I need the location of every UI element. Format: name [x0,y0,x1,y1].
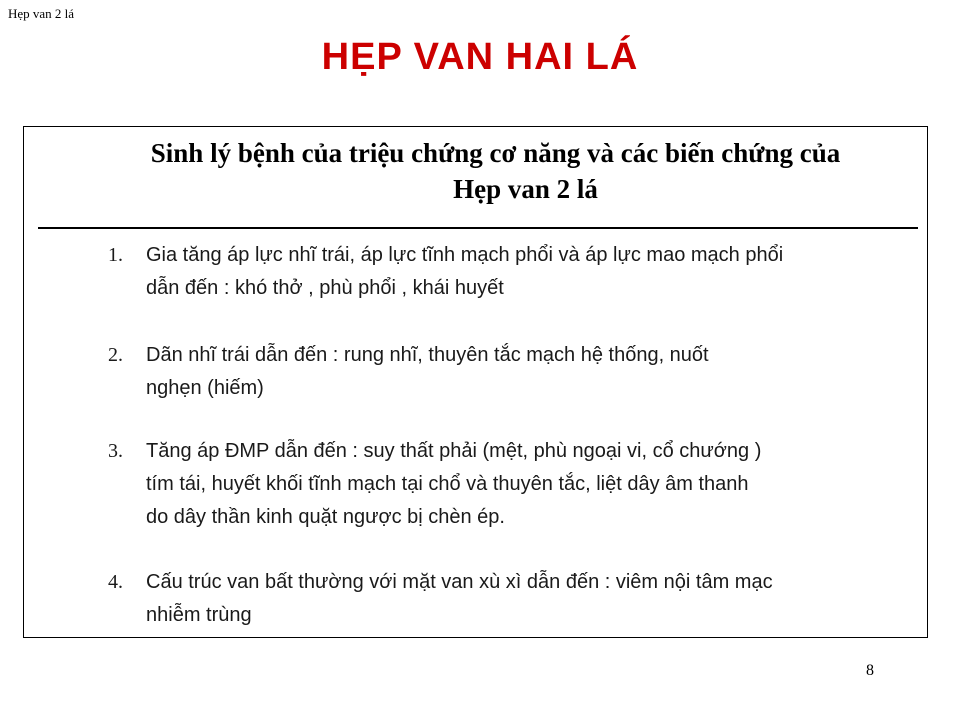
page-number: 8 [866,662,874,679]
list-item-line: Gia tăng áp lực nhĩ trái, áp lực tĩnh mạch phổi và áp lực mao mạch phổi [146,244,784,266]
list-item-line: do dây thần kinh quặt ngược bị chèn ép. [146,506,505,528]
points-list [108,235,908,632]
list-item-number: 3. [108,440,123,462]
list-item-line: nghẹn (hiếm) [146,377,264,399]
header-label: Hẹp van 2 lá [8,6,75,21]
heading-divider [38,227,918,229]
list-item-line: Dãn nhĩ trái dẫn đến : rung nhĩ, thuyên tắc mạch hệ thống, nuốt [146,344,709,366]
list-item [108,239,908,305]
box-heading [24,135,927,207]
slide-title: HẸP VAN HAI LÁ [321,36,639,78]
list-item [108,566,908,632]
box-heading-line-2: Hẹp van 2 lá [453,174,598,204]
list-item-number: 1. [108,244,123,266]
list-item-number: 2. [108,344,123,366]
list-item-line: Tăng áp ĐMP dẫn đến : suy thất phải (mệt, phù ngoại vi, cổ chướng ) [146,440,762,462]
list-item [108,339,908,405]
box-heading-line-1: Sinh lý bệnh của triệu chứng cơ năng và các biến chứng của [150,138,841,168]
list-item [108,435,908,534]
list-item-line: dẫn đến : khó thở , phù phổi , khái huyết [146,277,504,299]
list-item-line: Cấu trúc van bất thường với mặt van xù xì dẫn đến : viêm nội tâm mạc [146,571,773,593]
list-item-number: 4. [108,571,123,593]
list-item-line: tím tái, huyết khối tĩnh mạch tại chổ và thuyên tắc, liệt dây âm thanh [146,473,749,495]
list-item-line: nhiễm trùng [146,604,252,626]
content-box [23,126,928,638]
